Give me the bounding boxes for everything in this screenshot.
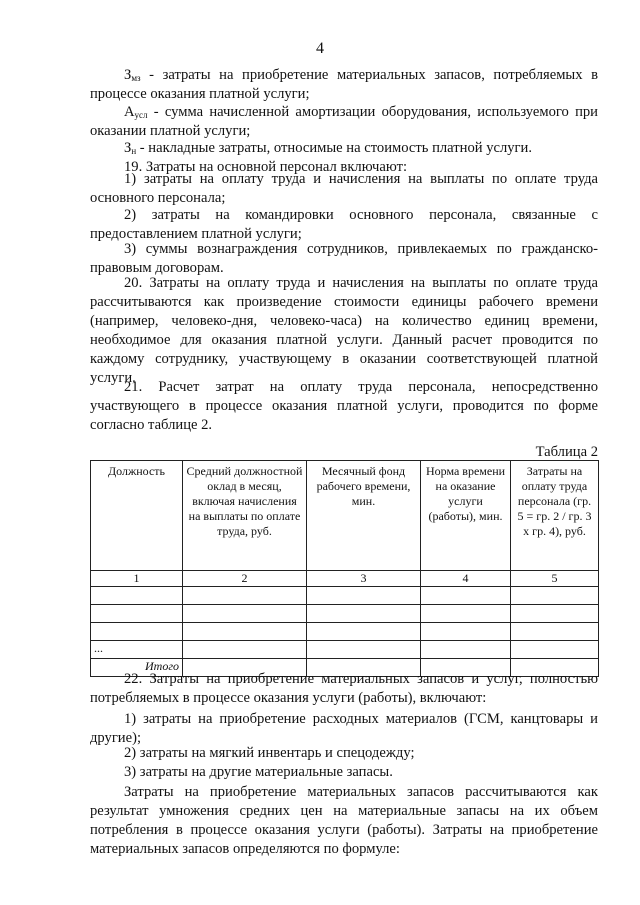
- table-cell: [183, 587, 307, 605]
- col-number: 2: [183, 571, 307, 587]
- header-labor-cost: Затраты на оплату труда персонала (гр. 5 = гр. 2 / гр. 3 х гр. 4), руб.: [511, 461, 599, 571]
- table-header-row: [91, 461, 599, 571]
- paragraph-20: 20. Затраты на оплату труда и начисления на выплаты по оплате труда рассчитываются как произведение стоимости единицы рабочего времени (например, человеко-дня, человеко-часа) на количество единиц времени, необходимое для оказания платной услуги. Данный расчет проводится по каждому сотруднику, участвующему в оказании соответствующей платной услуги.: [90, 275, 598, 386]
- table-cell: [421, 623, 511, 641]
- symbol-z: З: [124, 140, 132, 156]
- table-cell: [421, 641, 511, 659]
- table-caption: Таблица 2: [535, 444, 598, 460]
- table-row: [91, 623, 599, 641]
- paragraph-22-1: 1) затраты на приобретение расходных материалов (ГСМ, канцтовары и другие);: [90, 711, 598, 746]
- header-time-norm: Норма времени на оказание услуги (работы), мин.: [421, 461, 511, 571]
- table-cell: [91, 587, 183, 605]
- paragraph-22-2: 2) затраты на мягкий инвентарь и спецодежду;: [124, 745, 415, 761]
- col-number: 4: [421, 571, 511, 587]
- table-cell: [421, 605, 511, 623]
- paragraph-text: - сумма начисленной амортизации оборудования, используемого при оказании платной услуги;: [90, 104, 598, 139]
- header-salary: Средний должностной оклад в месяц, включая начисления на выплаты по оплате труда, руб.: [183, 461, 307, 571]
- table-cell: [421, 587, 511, 605]
- paragraph-19-3: 3) суммы вознаграждения сотрудников, привлекаемых по гражданско-правовым договорам.: [90, 241, 598, 276]
- table-cell: [511, 641, 599, 659]
- table-row: [91, 605, 599, 623]
- paragraph-zn: [90, 139, 598, 158]
- paragraph-zmz: [90, 66, 598, 104]
- paragraph-19-2: 2) затраты на командировки основного персонала, связанные с предоставлением платной услуги;: [90, 207, 598, 242]
- subscript-usl: усл: [134, 110, 148, 120]
- col-number: 3: [307, 571, 421, 587]
- table-cell: [183, 623, 307, 641]
- total-label: Итого: [91, 659, 183, 677]
- header-time-fund: Месячный фонд рабочего времени, мин.: [307, 461, 421, 571]
- page-number: 4: [316, 40, 324, 57]
- paragraph-21: 21. Расчет затрат на оплату труда персонала, непосредственно участвующего в процессе оказания платной услуги, проводится по форме согласно таблице 2.: [90, 379, 598, 433]
- col-number: 1: [91, 571, 183, 587]
- paragraph-ausl: [90, 103, 598, 141]
- paragraph-22: 22. Затраты на приобретение материальных запасов и услуг, полностью потребляемых в процессе оказания услуги (работы), включают:: [90, 671, 598, 706]
- table-cell: [307, 641, 421, 659]
- subscript-mz: мз: [131, 73, 141, 83]
- paragraph-19-1: 1) затраты на оплату труда и начисления на выплаты по оплате труда основного персонала;: [90, 171, 598, 206]
- col-number: 5: [511, 571, 599, 587]
- table-row-ellipsis: [91, 641, 599, 659]
- table-cell: [91, 605, 183, 623]
- paragraph-materials-formula: Затраты на приобретение материальных запасов рассчитываются как результат умножения средних цен на материальные запасы на их объем потребления в процессе оказания услуги (работы). Затраты на приобретение материальных запасов определяются по формуле:: [90, 784, 598, 857]
- table-row: [91, 587, 599, 605]
- table-cell: [307, 605, 421, 623]
- table-cell: [511, 587, 599, 605]
- paragraph-text: - затраты на приобретение материальных запасов, потребляемых в процессе оказания платной услуги;: [90, 67, 598, 102]
- table-cell: [91, 623, 183, 641]
- table-cell: [183, 605, 307, 623]
- labor-cost-table: [90, 460, 599, 677]
- ellipsis-cell: ...: [91, 641, 183, 659]
- symbol-a: А: [124, 104, 135, 120]
- table-number-row: [91, 571, 599, 587]
- paragraph-text: - накладные затраты, относимые на стоимость платной услуги.: [136, 140, 532, 156]
- table-cell: [511, 623, 599, 641]
- table-cell: [307, 623, 421, 641]
- paragraph-19: 19. Затраты на основной персонал включают:: [124, 159, 407, 175]
- table-cell: [183, 641, 307, 659]
- table-cell: [307, 587, 421, 605]
- paragraph-22-3: 3) затраты на другие материальные запасы.: [124, 764, 393, 780]
- subscript-n: н: [131, 146, 137, 156]
- header-position: Должность: [91, 461, 183, 571]
- symbol-z: З: [124, 67, 132, 83]
- table-cell: [511, 605, 599, 623]
